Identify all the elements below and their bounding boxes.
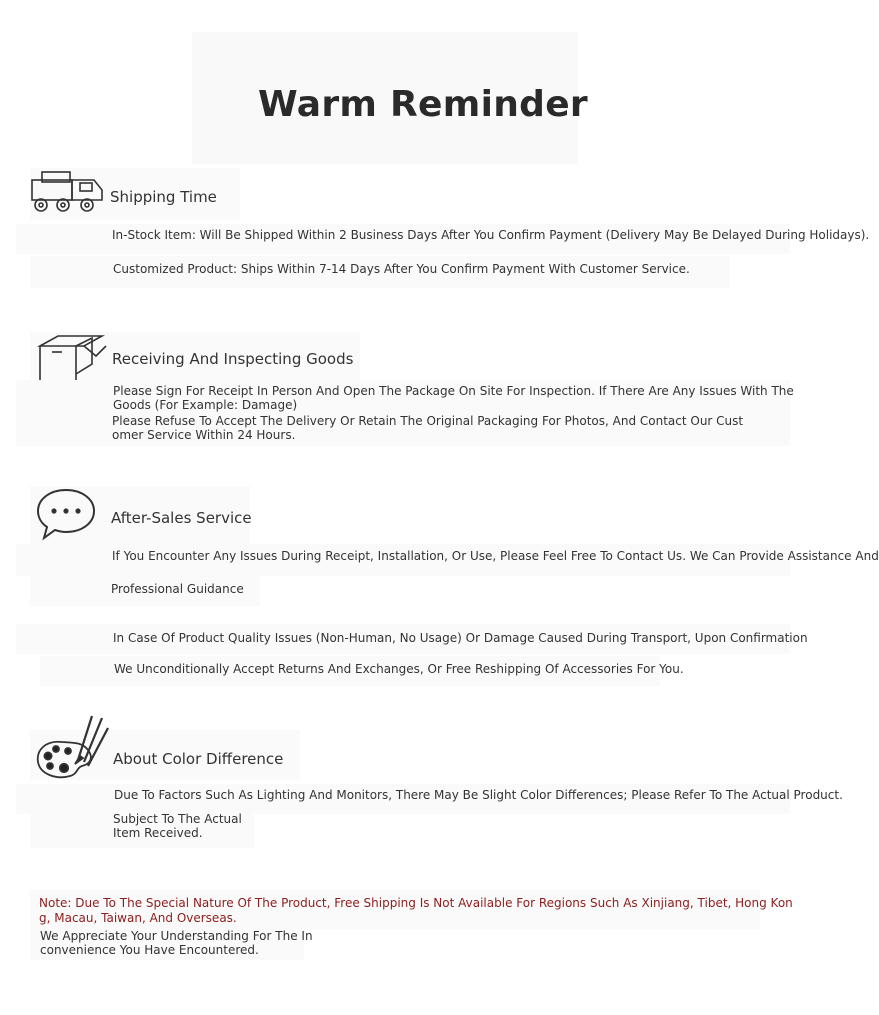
color-heading: About Color Difference — [113, 750, 284, 768]
color-line-3: Item Received. — [113, 826, 203, 840]
aftersales-line-4: We Unconditionally Accept Returns And Exchanges, Or Free Reshipping Of Accessories For You. — [114, 662, 684, 676]
receiving-line-2: Goods (For Example: Damage) — [113, 398, 298, 412]
chat-bubble-icon — [34, 486, 98, 542]
shipping-in-stock-text: In-Stock Item: Will Be Shipped Within 2 Business Days After You Confirm Payment (Delivery May Be Delayed During Holidays). — [112, 228, 870, 242]
shipping-time-heading: Shipping Time — [110, 188, 217, 206]
receiving-line-3: Please Refuse To Accept The Delivery Or Retain The Original Packaging For Photos, And Contact Our Cust — [112, 414, 744, 428]
receiving-heading: Receiving And Inspecting Goods — [112, 350, 354, 368]
aftersales-line-2: Professional Guidance — [111, 582, 244, 596]
receiving-line-4: omer Service Within 24 Hours. — [112, 428, 296, 442]
aftersales-line-1: If You Encounter Any Issues During Receipt, Installation, Or Use, Please Feel Free To Contact Us. We Can Provide Assistance And — [112, 549, 879, 563]
title-banner — [192, 32, 588, 164]
shipping-customized-text: Customized Product: Ships Within 7-14 Days After You Confirm Payment With Customer Service. — [113, 262, 690, 276]
note-line-3: We Appreciate Your Understanding For The In — [40, 929, 313, 943]
delivery-truck-icon — [30, 170, 104, 214]
receiving-line-1: Please Sign For Receipt In Person And Open The Package On Site For Inspection. If There Are Any Issues With The — [113, 384, 794, 398]
note-line-1: Note: Due To The Special Nature Of The Product, Free Shipping Is Not Available For Regions Such As Xinjiang, Tibet, Hong Kon — [39, 896, 793, 910]
color-line-1: Due To Factors Such As Lighting And Monitors, There May Be Slight Color Differences; Please Refer To The Actual Product. — [114, 788, 843, 802]
color-line-2: Subject To The Actual — [113, 812, 242, 826]
note-line-4: convenience You Have Encountered. — [40, 943, 259, 957]
paint-palette-icon — [34, 712, 110, 782]
page-title: Warm Reminder — [258, 84, 588, 125]
aftersales-heading: After-Sales Service — [111, 509, 252, 527]
note-line-2: g, Macau, Taiwan, And Overseas. — [39, 911, 237, 925]
aftersales-line-3: In Case Of Product Quality Issues (Non-Human, No Usage) Or Damage Caused During Transport, Upon Confirmation — [113, 631, 808, 645]
